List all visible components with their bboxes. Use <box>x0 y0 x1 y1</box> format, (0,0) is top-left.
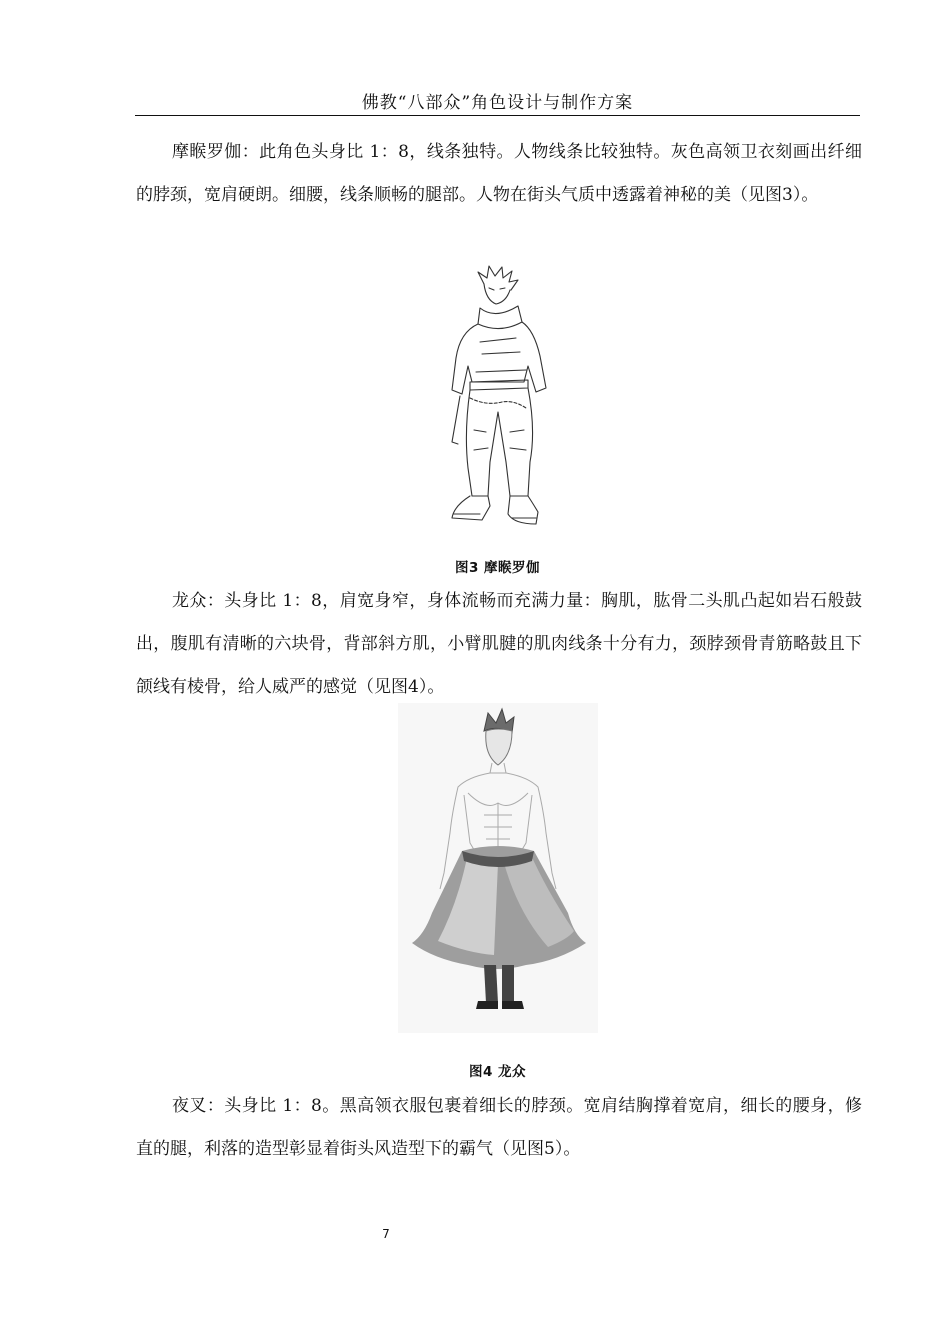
figure-4-caption: 图4 龙众 <box>468 1064 527 1080</box>
running-header: 佛教“八部众”角色设计与制作方案 <box>361 93 634 113</box>
paragraph-mahoraga: 摩睺罗伽：此角色头身比 1：8，线条独特。人物线条比较独特。灰色高领卫衣刻画出纤细的脖颈，宽肩硬朗。细腰，线条顺畅的腿部。人物在街头气质中透露着神秘的美（见图3）。 <box>136 142 862 205</box>
figure-3-caption: 图3 摩睺罗伽 <box>454 560 541 576</box>
paragraph-yaksha: 夜叉：头身比 1：8。黑高领衣服包裹着细长的脖颈。宽肩结胸撑着宽肩，细长的腰身，修直的腿，利落的造型彰显着街头风造型下的霸气（见图5）。 <box>136 1096 862 1159</box>
figure-4-naga-illustration <box>398 703 598 1033</box>
page-number: 7 <box>382 1227 390 1241</box>
paragraph-naga: 龙众：头身比 1：8，肩宽身窄，身体流畅而充满力量：胸肌，肱骨二头肌凸起如岩石般鼓出，腹肌有清晰的六块骨，背部斜方肌，小臂肌腱的肌肉线条十分有力，颈脖颈骨青筋略鼓且下颌线有棱骨，给人威严的感觉（见图4）。 <box>136 591 862 697</box>
header-rule <box>135 115 860 116</box>
figure-3-mahoraga-illustration <box>440 262 558 534</box>
